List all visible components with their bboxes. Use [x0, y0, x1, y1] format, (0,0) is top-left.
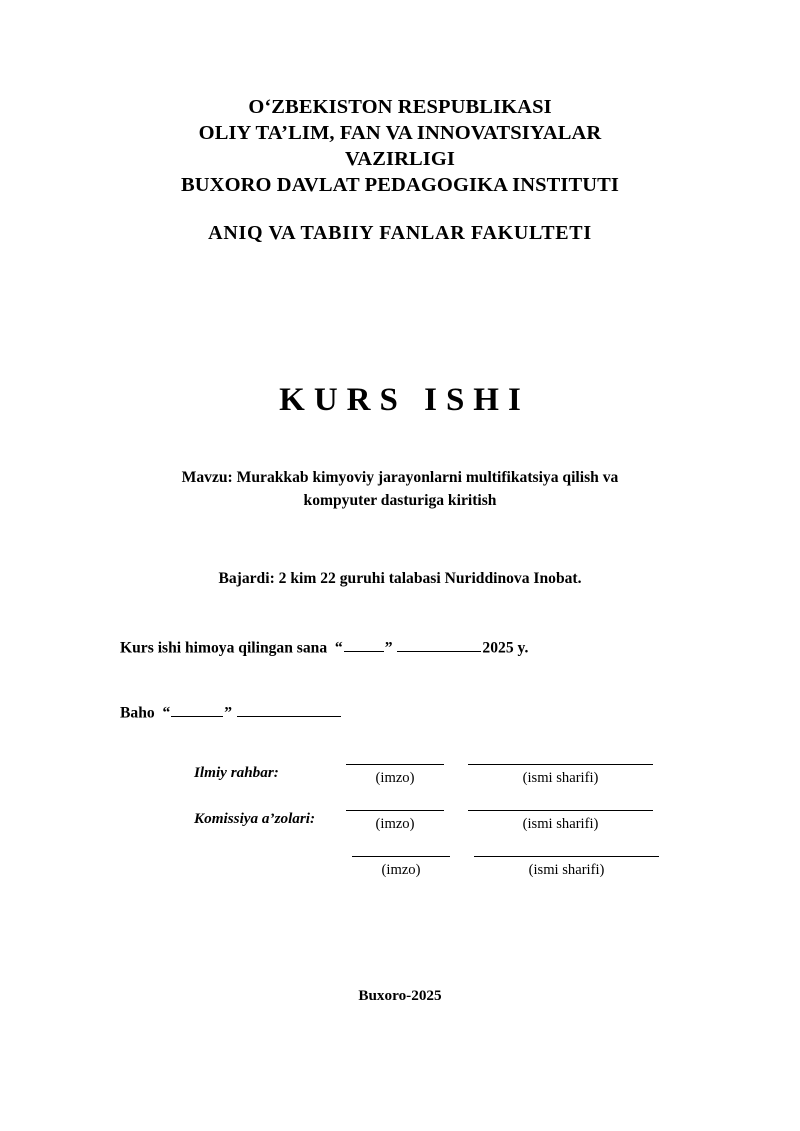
signature-caption-imzo: (imzo)	[381, 862, 421, 878]
author-line: Bajardi: 2 kim 22 guruhi talabasi Nuriddinova Inobat.	[218, 570, 582, 587]
signature-row-commission-1	[194, 810, 694, 856]
defence-day-quote-open: “	[334, 639, 343, 657]
footer-place-year: Buxoro-2025	[358, 987, 442, 1004]
signature-caption-name: (ismi sharifi)	[528, 862, 605, 878]
signature-fields-supervisor	[346, 764, 686, 789]
header-line-ministry-3: VAZIRLIGI	[345, 148, 455, 170]
grade-line	[120, 703, 342, 722]
grade-quote-open: “	[162, 704, 171, 722]
signature-fields-commission-1	[346, 810, 686, 835]
signature-caption-name: (ismi sharifi)	[522, 770, 599, 786]
signature-role-commission: Komissiya a’zolari:	[194, 810, 316, 827]
defence-day-blank[interactable]	[344, 638, 384, 652]
signature-role-supervisor: Ilmiy rahbar:	[194, 764, 279, 781]
signature-field-name[interactable]	[474, 856, 659, 881]
grade-label: Baho	[120, 704, 155, 722]
header-line-institute: BUXORO DAVLAT PEDAGOGIKA INSTITUTI	[181, 174, 619, 196]
signature-field-imzo[interactable]	[346, 810, 444, 835]
grade-words-blank[interactable]	[237, 703, 341, 717]
signature-row-supervisor	[194, 764, 694, 810]
header-line-faculty: ANIQ VA TABIIY FANLAR FAKULTETI	[208, 222, 592, 244]
signature-row-commission-2	[194, 856, 694, 902]
signature-fields-commission-2	[352, 856, 692, 881]
grade-quote-close: ”	[224, 704, 233, 722]
subject-line-2: kompyuter dasturiga kiritish	[303, 492, 497, 509]
institution-header	[80, 94, 720, 246]
signature-caption-imzo: (imzo)	[375, 816, 415, 832]
subject-line-1: Mavzu: Murakkab kimyoviy jarayonlarni multifikatsiya qilish va	[181, 469, 619, 486]
defence-month-blank[interactable]	[397, 638, 481, 652]
signature-field-imzo[interactable]	[346, 764, 444, 789]
subject-block	[150, 466, 650, 512]
defence-year: 2025 y.	[482, 639, 529, 657]
defence-date-line	[120, 638, 528, 657]
header-line-ministry-1: O‘ZBEKISTON RESPUBLIKASI	[248, 96, 552, 118]
defence-day-quote-close: ”	[384, 639, 393, 657]
signature-field-imzo[interactable]	[352, 856, 450, 881]
header-line-ministry-2: OLIY TA’LIM, FAN VA INNOVATSIYALAR	[198, 122, 602, 144]
signature-caption-imzo: (imzo)	[375, 770, 415, 786]
signature-caption-name: (ismi sharifi)	[522, 816, 599, 832]
grade-value-blank[interactable]	[171, 703, 223, 717]
defence-date-label: Kurs ishi himoya qilingan sana	[120, 639, 328, 657]
signature-block	[194, 764, 694, 902]
signature-field-name[interactable]	[468, 764, 653, 789]
page-title: KURS ISHI	[279, 382, 530, 418]
signature-field-name[interactable]	[468, 810, 653, 835]
